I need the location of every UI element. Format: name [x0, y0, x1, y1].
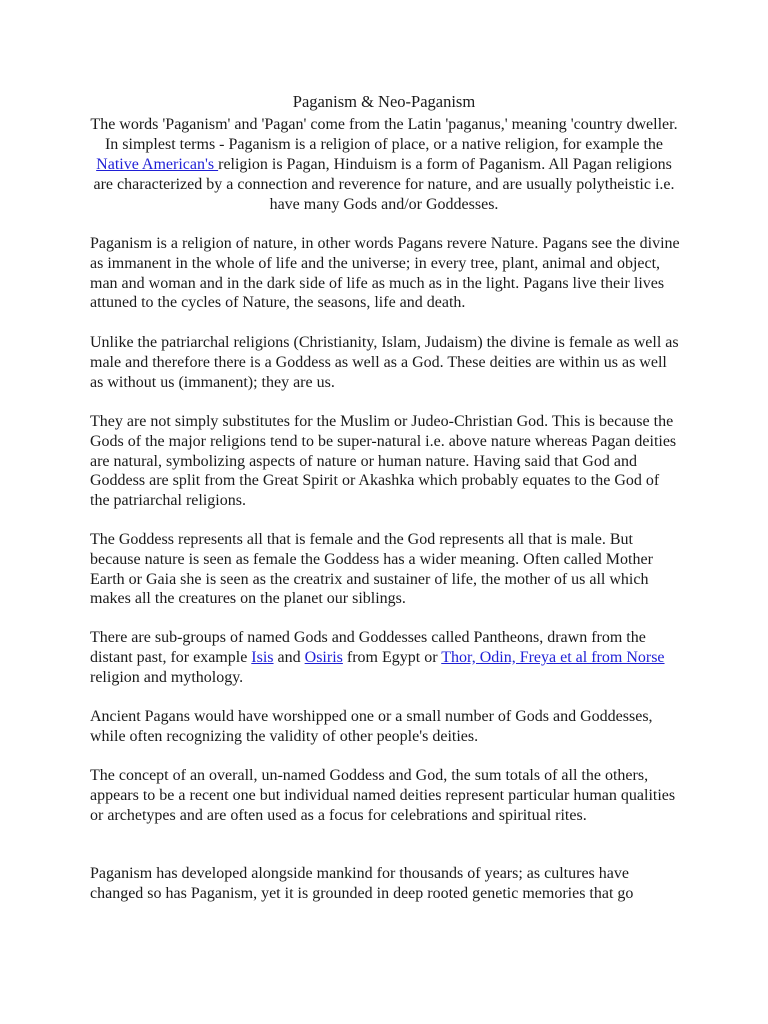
paragraph-patriarchal: Unlike the patriarchal religions (Christianity, Islam, Judaism) the divine is female as well as male and therefore there is a Goddess as well as a God. These deities are within us as well as without us (immanent); they are us.: [90, 334, 679, 391]
norse-gods-link[interactable]: Thor, Odin, Freya et al from Norse: [441, 648, 665, 666]
pantheons-text-3: from Egypt or: [342, 648, 442, 666]
pantheons-text-2: and: [273, 648, 305, 666]
paragraph-pantheons: [90, 628, 682, 687]
intro-text-end: religion is Pagan, Hinduism is a form of Paganism. All Pagan religions are characterized by a connection and reverence for nature, and are usually polytheistic i.e. have many Gods and/or Goddesses.: [93, 156, 675, 213]
isis-link[interactable]: Isis: [251, 648, 274, 666]
paragraph-nature: Paganism is a religion of nature, in other words Pagans revere Nature. Pagans see the divine as immanent in the whole of life and the universe; in every tree, plant, animal and object, man and woman and in the dark side of life as much as in the light. Pagans live their lives attuned to the cycles of Nature, the seasons, life and death.: [90, 235, 680, 312]
page-title: Paganism & Neo-Paganism: [292, 92, 476, 111]
intro-paragraph: [90, 115, 678, 215]
native-americans-link[interactable]: Native American's: [96, 156, 219, 173]
osiris-link[interactable]: Osiris: [304, 648, 343, 666]
paragraph-goddess: The Goddess represents all that is female and the God represents all that is male. But because nature is seen as female the Goddess has a wider meaning. Often called Mother Earth or Gaia she is seen as the creatrix and sustainer of life, the mother of us all which makes all the creatures on the planet our siblings.: [90, 531, 653, 608]
intro-text-start: The words 'Paganism' and 'Pagan' come from the Latin 'paganus,' meaning 'country dweller. In simplest terms - Paganism is a religion of place, or a native religion, for example the: [90, 116, 678, 153]
paragraph-concept: The concept of an overall, un-named Goddess and God, the sum totals of all the others, appears to be a recent one but individual named deities represent particular human qualities or archetypes and are often used as a focus for celebrations and spiritual rites.: [90, 767, 676, 824]
pantheons-text-4: religion and mythology.: [90, 668, 244, 686]
pantheons-text-1: There are sub-groups of named Gods and Goddesses called Pantheons, drawn from the distant past, for example: [90, 629, 646, 666]
paragraph-substitutes: They are not simply substitutes for the Muslim or Judeo-Christian God. This is because the Gods of the major religions tend to be super-natural i.e. above nature whereas Pagan deities are natural, symbolizing aspects of nature or human nature. Having said that God and Goddess are split from the Great Spirit or Akashka which probably equates to the God of the patriarchal religions.: [90, 413, 677, 510]
paragraph-ancient-pagans: Ancient Pagans would have worshipped one or a small number of Gods and Goddesses, while often recognizing the validity of other people's deities.: [90, 708, 653, 745]
paragraph-development: Paganism has developed alongside mankind for thousands of years; as cultures have changed so has Paganism, yet it is grounded in deep rooted genetic memories that go: [90, 865, 634, 902]
